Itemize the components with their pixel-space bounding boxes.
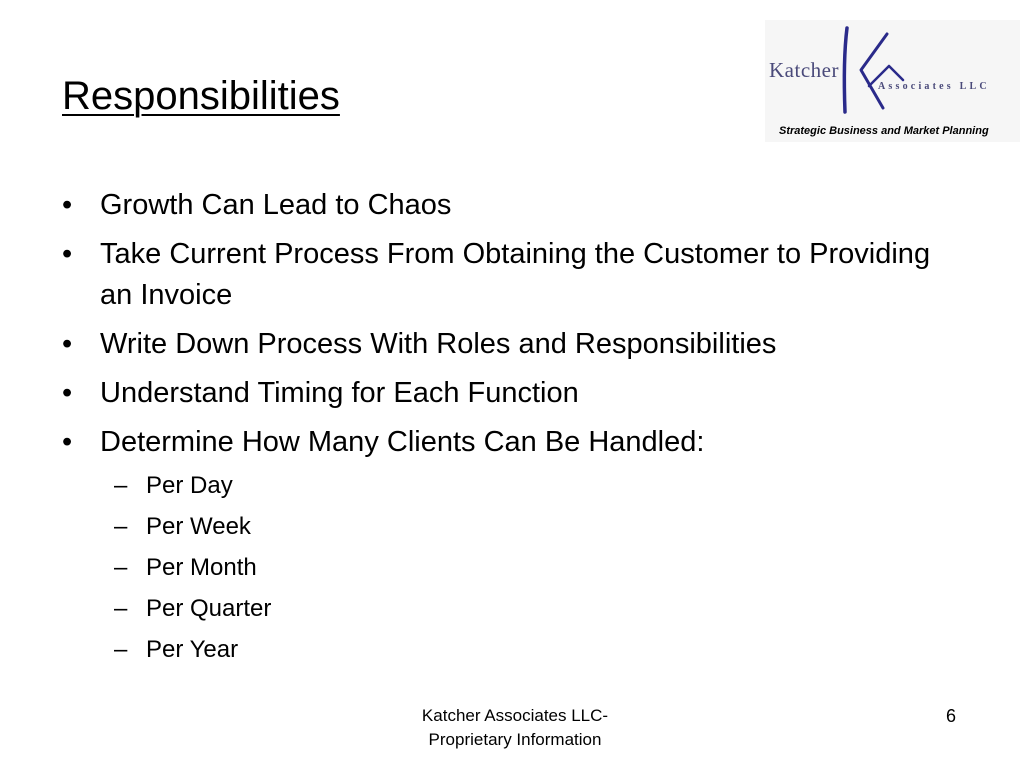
logo-tagline: Strategic Business and Market Planning [779, 125, 989, 137]
bullet-marker: • [62, 426, 73, 458]
subbullet-marker: – [114, 554, 128, 581]
subbullet-text: Per Year [146, 636, 239, 663]
subbullet-marker: – [114, 636, 128, 663]
logo-associates: Associates LLC [878, 81, 990, 92]
footer-line-1: Katcher Associates LLC- [421, 706, 609, 725]
bullet-item [62, 185, 962, 226]
bullet-text: Determine How Many Clients Can Be Handled: [100, 426, 705, 458]
subbullet-item [99, 551, 962, 584]
footer-text [365, 704, 665, 752]
subbullet-text: Per Month [146, 554, 257, 581]
page-number: 6 [946, 706, 957, 726]
bullet-item [62, 234, 962, 316]
bullet-text: Write Down Process With Roles and Responsibilities [100, 328, 777, 360]
subbullet-item [99, 633, 962, 666]
subbullet-container [62, 469, 962, 666]
bullet-item [62, 373, 962, 414]
bullet-item [62, 324, 962, 365]
subbullet-marker: – [114, 472, 128, 499]
subbullet-list [62, 469, 962, 666]
bullet-text: Growth Can Lead to Chaos [100, 189, 452, 221]
bullet-marker: • [62, 377, 73, 409]
company-logo [765, 20, 1020, 142]
subbullet-item [99, 469, 962, 502]
subbullet-text: Per Day [146, 472, 233, 499]
subbullet-marker: – [114, 595, 128, 622]
subbullet-item [99, 592, 962, 625]
subbullet-marker: – [114, 513, 128, 540]
subbullet-item [99, 510, 962, 543]
bullet-marker: • [62, 189, 73, 221]
slide-title: Responsibilities [62, 74, 340, 118]
footer-line-2: Proprietary Information [428, 730, 602, 749]
bullet-item [62, 422, 962, 463]
bullet-list [62, 185, 962, 674]
bullet-marker: • [62, 328, 73, 360]
bullet-marker: • [62, 238, 73, 270]
subbullet-text: Per Quarter [146, 595, 272, 622]
logo-name: Katcher [769, 58, 839, 82]
subbullet-text: Per Week [146, 513, 251, 540]
bullet-text: Take Current Process From Obtaining the Customer to Providing an Invoice [100, 238, 931, 311]
bullet-text: Understand Timing for Each Function [100, 377, 579, 409]
